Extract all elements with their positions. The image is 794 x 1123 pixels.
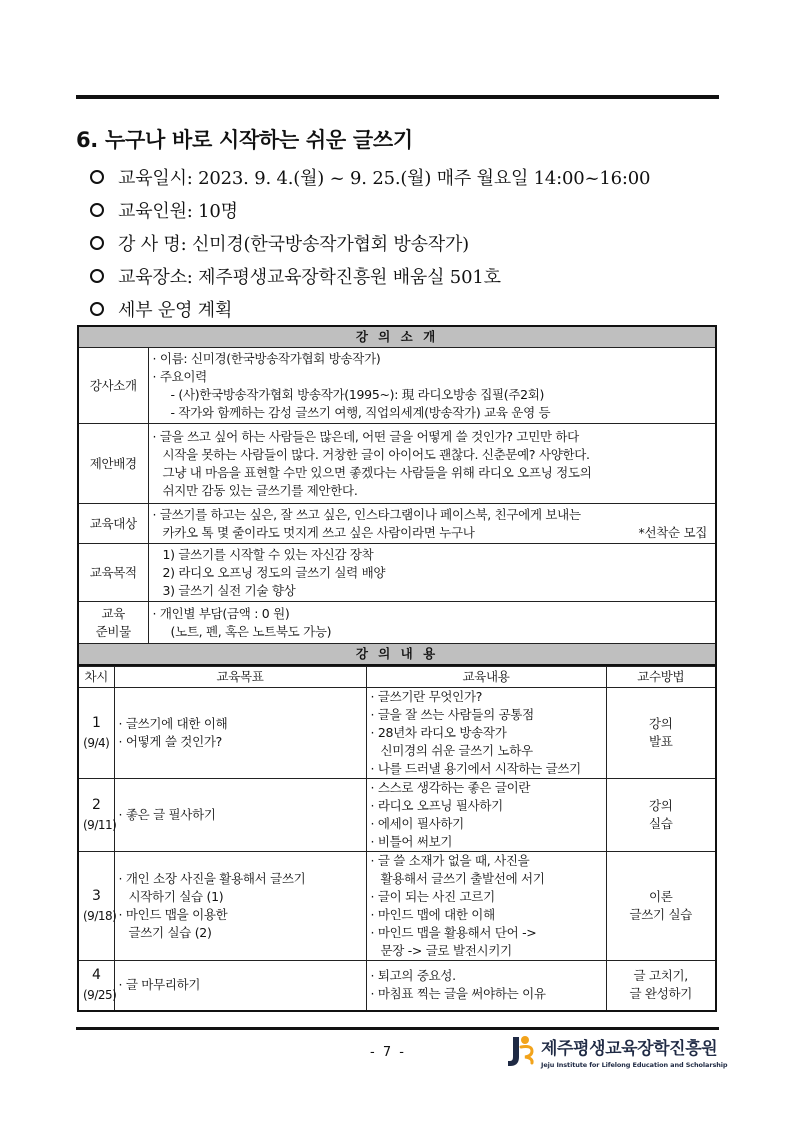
- column-header: 교수방법: [606, 667, 716, 688]
- intro-table: [77, 325, 717, 666]
- circle-bullet-icon: [90, 269, 104, 283]
- session-goals: · 좋은 글 필사하기: [114, 779, 366, 852]
- circle-bullet-icon: [90, 302, 104, 316]
- session-goals: · 글 마무리하기: [114, 961, 366, 1011]
- session-number: 2 (9/11): [78, 779, 114, 852]
- info-item-location: 교육장소: 제주평생교육장학진흥원 배움실 501호: [88, 259, 650, 292]
- top-rule: [76, 95, 719, 99]
- bottom-rule: [76, 1027, 719, 1030]
- circle-bullet-icon: [90, 170, 104, 184]
- column-header: 교육내용: [366, 667, 606, 688]
- session-number: 1 (9/4): [78, 688, 114, 779]
- row-label: 교육 준비물: [78, 602, 148, 644]
- session-contents: · 글 쓸 소재가 없을 때, 사진을 활용해서 글쓰기 출발선에 서기 · 글이 되는 사진 고르기 · 마인드 맵에 대한 이해 · 마인드 맵을 활용해서 단어 -> 문장 -> 글로 발전시키기: [366, 852, 606, 961]
- session-contents: · 글쓰기란 무엇인가? · 글을 잘 쓰는 사람들의 공통점 · 28년차 라디오 방송작가 신미경의 쉬운 글쓰기 노하우 · 나를 드러낼 용기에서 시작하는 글쓰기: [366, 688, 606, 779]
- row-label: 제안배경: [78, 424, 148, 504]
- row-content: · 개인별 부담(금액 : 0 원) (노트, 펜, 혹은 노트북도 가능): [148, 602, 716, 644]
- table-row: [78, 852, 716, 961]
- org-name: 제주평생교육장학진흥원: [541, 1038, 718, 1059]
- session-number: 4 (9/25): [78, 961, 114, 1011]
- row-content: · 글을 쓰고 싶어 하는 사람들은 많은데, 어떤 글을 어떻게 쓸 것인가? 고민만 하다 시작을 못하는 사람들이 많다. 거창한 글이 아이어도 괜찮다. 신춘문예? 사양한다. 그냥 내 마음을 표현할 수만 있으면 좋겠다는 사람들을 위해 라디오 오프닝 정도의 쉬지만 감동 있는 글쓰기를 제안한다.: [148, 424, 716, 504]
- note-first-come: *선착순 모집: [638, 524, 708, 540]
- page-number: - 7 -: [370, 1045, 406, 1060]
- org-name-en: Jeju Institute for Lifelong Education and Scholarship: [541, 1060, 728, 1069]
- section-title: 6. 누구나 바로 시작하는 쉬운 글쓰기: [76, 128, 413, 152]
- session-goals: · 개인 소장 사진을 활용해서 글쓰기 시작하기 실습 (1) · 마인드 맵을 이용한 글쓰기 실습 (2): [114, 852, 366, 961]
- table-row: [78, 688, 716, 779]
- row-content: 1) 글쓰기를 시작할 수 있는 자신감 장착 2) 라디오 오프닝 정도의 글쓰기 실력 배양 3) 글쓰기 실전 기술 향상: [148, 544, 716, 602]
- intro-row-target: [78, 504, 716, 544]
- row-label: 강사소개: [78, 348, 148, 424]
- row-label: 교육대상: [78, 504, 148, 544]
- session-number: 3 (9/18): [78, 852, 114, 961]
- intro-row-purpose: [78, 544, 716, 602]
- session-method: 글 고치기, 글 완성하기: [606, 961, 716, 1011]
- session-method: 강의 발표: [606, 688, 716, 779]
- org-logo: [505, 1033, 727, 1069]
- info-item-schedule: 교육일시: 2023. 9. 4.(월) ~ 9. 25.(월) 매주 월요일 14:00~16:00: [88, 160, 650, 193]
- column-header: 교육목표: [114, 667, 366, 688]
- info-item-plan: 세부 운영 계획: [88, 292, 650, 325]
- content-header: 강 의 내 용: [78, 644, 716, 666]
- column-header: 차시: [78, 667, 114, 688]
- intro-header: 강 의 소 개: [78, 326, 716, 348]
- session-goals: · 글쓰기에 대한 이해 · 어떻게 쓸 것인가?: [114, 688, 366, 779]
- session-method: 이론 글쓰기 실습: [606, 852, 716, 961]
- row-content: · 이름: 신미경(한국방송작가협회 방송작가) · 주요이력 - (사)한국방송작가협회 방송작가(1995~): 現 라디오방송 집필(주2회) - 작가와 함께하는 감성 글쓰기 여행, 직업의세계(방송작가) 교육 운영 등: [148, 348, 716, 424]
- table-row: [78, 961, 716, 1011]
- intro-row-supplies: [78, 602, 716, 644]
- info-item-capacity: 교육인원: 10명: [88, 193, 650, 226]
- row-content: · 글쓰기를 하고는 싶은, 잘 쓰고 싶은, 인스타그램이나 페이스북, 친구에게 보내는 카카오 톡 몇 줄이라도 멋지게 쓰고 싶은 사람이라면 누구나 *선착순 모집: [148, 504, 716, 544]
- session-contents: · 퇴고의 중요성. · 마침표 찍는 글을 써야하는 이유: [366, 961, 606, 1011]
- info-list: [88, 160, 650, 325]
- row-label: 교육목적: [78, 544, 148, 602]
- table-row: [78, 779, 716, 852]
- logo-mark-icon: [505, 1033, 537, 1069]
- session-contents: · 스스로 생각하는 좋은 글이란 · 라디오 오프닝 필사하기 · 에세이 필사하기 · 비틀어 써보기: [366, 779, 606, 852]
- content-table: [77, 666, 717, 1012]
- intro-row-background: [78, 424, 716, 504]
- circle-bullet-icon: [90, 236, 104, 250]
- intro-row-instructor: [78, 348, 716, 424]
- info-item-instructor: 강 사 명: 신미경(한국방송작가협회 방송작가): [88, 226, 650, 259]
- content-column-headers: [78, 667, 716, 688]
- circle-bullet-icon: [90, 203, 104, 217]
- session-method: 강의 실습: [606, 779, 716, 852]
